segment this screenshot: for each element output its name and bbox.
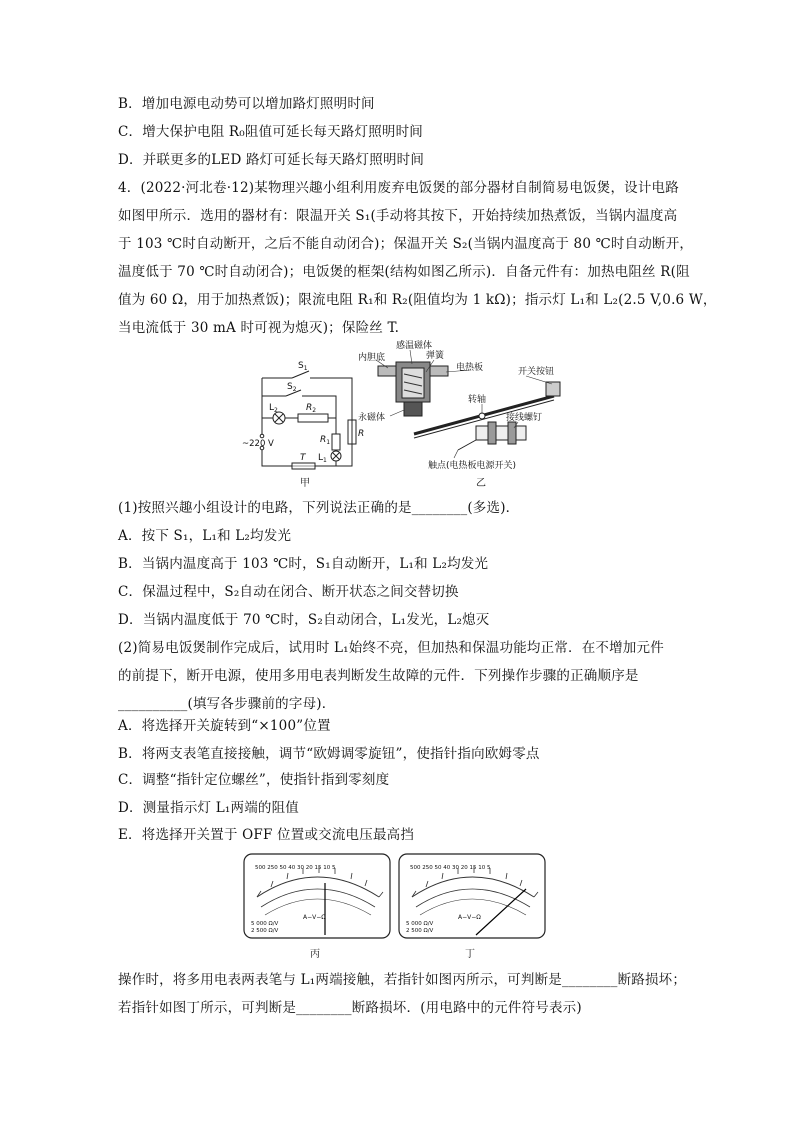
svg-text:L1: $L_1$ [318, 453, 327, 464]
svg-text:A−V−Ω: A−V−Ω [458, 914, 481, 921]
svg-text:2 500 Ω/V: 2 500 Ω/V [406, 928, 434, 934]
question-1-stem: (1)按照兴趣小组设计的电路，下列说法正确的是________(多选)． [118, 500, 520, 516]
svg-text:S2: $S_2$ [287, 382, 297, 393]
q1-option-b: B．当锅内温度高于 103 ℃时，S₁自动断开，L₁和 L₂均发光 [118, 556, 489, 572]
q2-step-d: D．测量指示灯 L₁两端的阻值 [118, 800, 299, 816]
svg-text:接线螺钉: 接线螺钉 [506, 413, 543, 423]
svg-text:触点(电热板电源开关): 触点(电热板电源开关) [428, 461, 517, 471]
svg-text:永磁体: 永磁体 [358, 413, 386, 423]
q1-option-c: C．保温过程中，S₂自动在闭合、断开状态之间交替切换 [118, 584, 459, 600]
mechanism-diagram-yi [358, 338, 578, 490]
svg-text:R: R [358, 429, 365, 439]
question-2-stem: (2)简易电饭煲制作完成后，试用时 L₁始终不亮，但加热和保温功能均正常．在不增加元件 [118, 640, 664, 656]
svg-text:L2: $L_2$ [269, 403, 278, 414]
question-2-stem: __________(填写各步骤前的字母)． [118, 696, 336, 712]
svg-text:5 000 Ω/V: 5 000 Ω/V [406, 921, 434, 927]
svg-text:S1: $S_1$ [298, 361, 308, 372]
question-4-line: 如图甲所示．选用的器材有：限温开关 S₁(手动将其按下，开始持续加热煮饭，当锅内温度高 [118, 208, 678, 224]
svg-text:甲: 甲 [300, 478, 310, 489]
meter-figure-ding [398, 853, 548, 963]
svg-text:2 500 Ω/V: 2 500 Ω/V [251, 928, 279, 934]
question-4-line: 于 103 ℃时自动断开，之后不能自动闭合)；保温开关 S₂(当锅内温度高于 80 ℃时自动断开， [118, 236, 694, 252]
svg-text:丁: 丁 [465, 949, 475, 960]
question-4-line: 值为 60 Ω，用于加热煮饭)；限流电阻 R₁和 R₂(阻值均为 1 kΩ)；指示灯 L₁和 L₂(2.5 V,0.6 W， [118, 292, 717, 308]
meter-figure-bing [243, 853, 393, 963]
svg-text:500 250 50 40 30 20 15 10 5: 500 250 50 40 30 20 15 10 5 [410, 865, 491, 871]
svg-text:转轴: 转轴 [468, 395, 487, 405]
final-question-line: 操作时，将多用电表两表笔与 L₁两端接触，若指针如图丙所示，可判断是________断路损坏； [118, 972, 687, 988]
circuit-diagram-jia [240, 338, 370, 490]
svg-text:A−V−Ω: A−V−Ω [303, 914, 326, 921]
question-2-stem: 的前提下，断开电源，使用多用电表判断发生故障的元件．下列操作步骤的正确顺序是 [118, 668, 639, 684]
question-4-line: 当电流低于 30 mA 时可视为熄灭)；保险丝 T. [118, 320, 400, 336]
svg-text:乙: 乙 [476, 478, 486, 489]
svg-text:弹簧: 弹簧 [426, 351, 445, 361]
q2-step-b: B．将两支表笔直接接触，调节“欧姆调零旋钮”，使指针指向欧姆零点 [118, 746, 540, 762]
q2-step-a: A．将选择开关旋转到“×100”位置 [118, 718, 331, 734]
option-d-line: D．并联更多的LED 路灯可延长每天路灯照明时间 [118, 152, 425, 168]
svg-text:R1: $R_1$ [320, 435, 331, 446]
svg-text:丙: 丙 [310, 949, 320, 960]
svg-text:~220 V: ~220 V [242, 439, 274, 449]
svg-text:感温磁体: 感温磁体 [396, 341, 433, 351]
svg-text:T: T [300, 453, 306, 463]
q1-option-d: D．当锅内温度低于 70 ℃时，S₂自动闭合，L₁发光，L₂熄灭 [118, 612, 490, 628]
question-4-line: 4．(2022·河北卷·12)某物理兴趣小组利用废弃电饭煲的部分器材自制简易电饭煲，设计电路 [118, 180, 679, 196]
svg-text:电热板: 电热板 [456, 363, 484, 373]
option-b-line: B．增加电源电动势可以增加路灯照明时间 [118, 96, 375, 112]
svg-text:5 000 Ω/V: 5 000 Ω/V [251, 921, 279, 927]
svg-text:内胆底: 内胆底 [358, 353, 386, 363]
q2-step-e: E．将选择开关置于 OFF 位置或交流电压最高挡 [118, 827, 415, 843]
option-c-line: C．增大保护电阻 R₀阻值可延长每天路灯照明时间 [118, 124, 423, 140]
q2-step-c: C．调整“指针定位螺丝”，使指针指到零刻度 [118, 772, 390, 788]
final-question-line: 若指针如图丁所示，可判断是________断路损坏．(用电路中的元件符号表示) [118, 1000, 582, 1016]
svg-text:500 250 50 40 30 20 15 10 5: 500 250 50 40 30 20 15 10 5 [255, 865, 336, 871]
svg-text:R2: $R_2$ [306, 403, 317, 414]
svg-text:开关按钮: 开关按钮 [518, 367, 555, 377]
question-4-line: 温度低于 70 ℃时自动闭合)；电饭煲的框架(结构如图乙所示)．自备元件有：加热电阻丝 R(阻 [118, 264, 690, 280]
q1-option-a: A．按下 S₁，L₁和 L₂均发光 [118, 528, 292, 544]
